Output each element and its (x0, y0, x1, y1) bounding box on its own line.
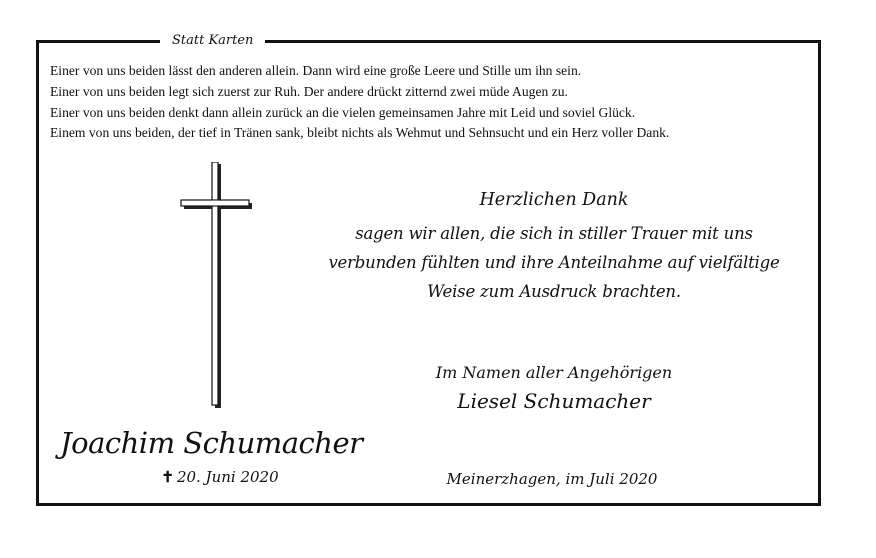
dagger-icon: ✝ (161, 468, 174, 486)
thanks-line: Weise zum Ausdruck brachten. (427, 282, 681, 301)
death-date: 20. Juni 2020 (176, 468, 279, 486)
deceased-name: Joachim Schumacher (60, 426, 363, 460)
signer-name: Liesel Schumacher (457, 389, 651, 413)
place-date: Meinerzhagen, im Juli 2020 (446, 470, 658, 488)
behalf-line: Im Namen aller Angehörigen (435, 363, 673, 382)
latin-cross-icon (180, 162, 252, 408)
thanks-line: sagen wir allen, die sich in stiller Trauer mit uns (355, 224, 753, 243)
thanks-line: verbunden fühlten und ihre Anteilnahme auf vielfältige (328, 253, 780, 272)
behalf-block (350, 362, 758, 416)
poem (50, 61, 810, 144)
card-legend: Statt Karten (160, 32, 265, 50)
thanks-block (300, 188, 808, 306)
poem-line: Einer von uns beiden legt sich zuerst zur Ruh. Der andere drückt zitternd zwei müde Augen zu. (50, 83, 568, 99)
poem-line: Einer von uns beiden denkt dann allein zurück an die vielen gemeinsamen Jahre mit Leid und soviel Glück. (50, 104, 636, 120)
poem-line: Einer von uns beiden lässt den anderen allein. Dann wird eine große Leere und Stille um ihn sein. (50, 63, 582, 78)
poem-line: Einem von uns beiden, der tief in Tränen sank, bleibt nichts als Wehmut und Sehnsucht und ein Herz voller Dank. (50, 125, 670, 141)
thanks-heading: Herzlichen Dank (479, 190, 629, 210)
death-date-line (150, 466, 290, 488)
